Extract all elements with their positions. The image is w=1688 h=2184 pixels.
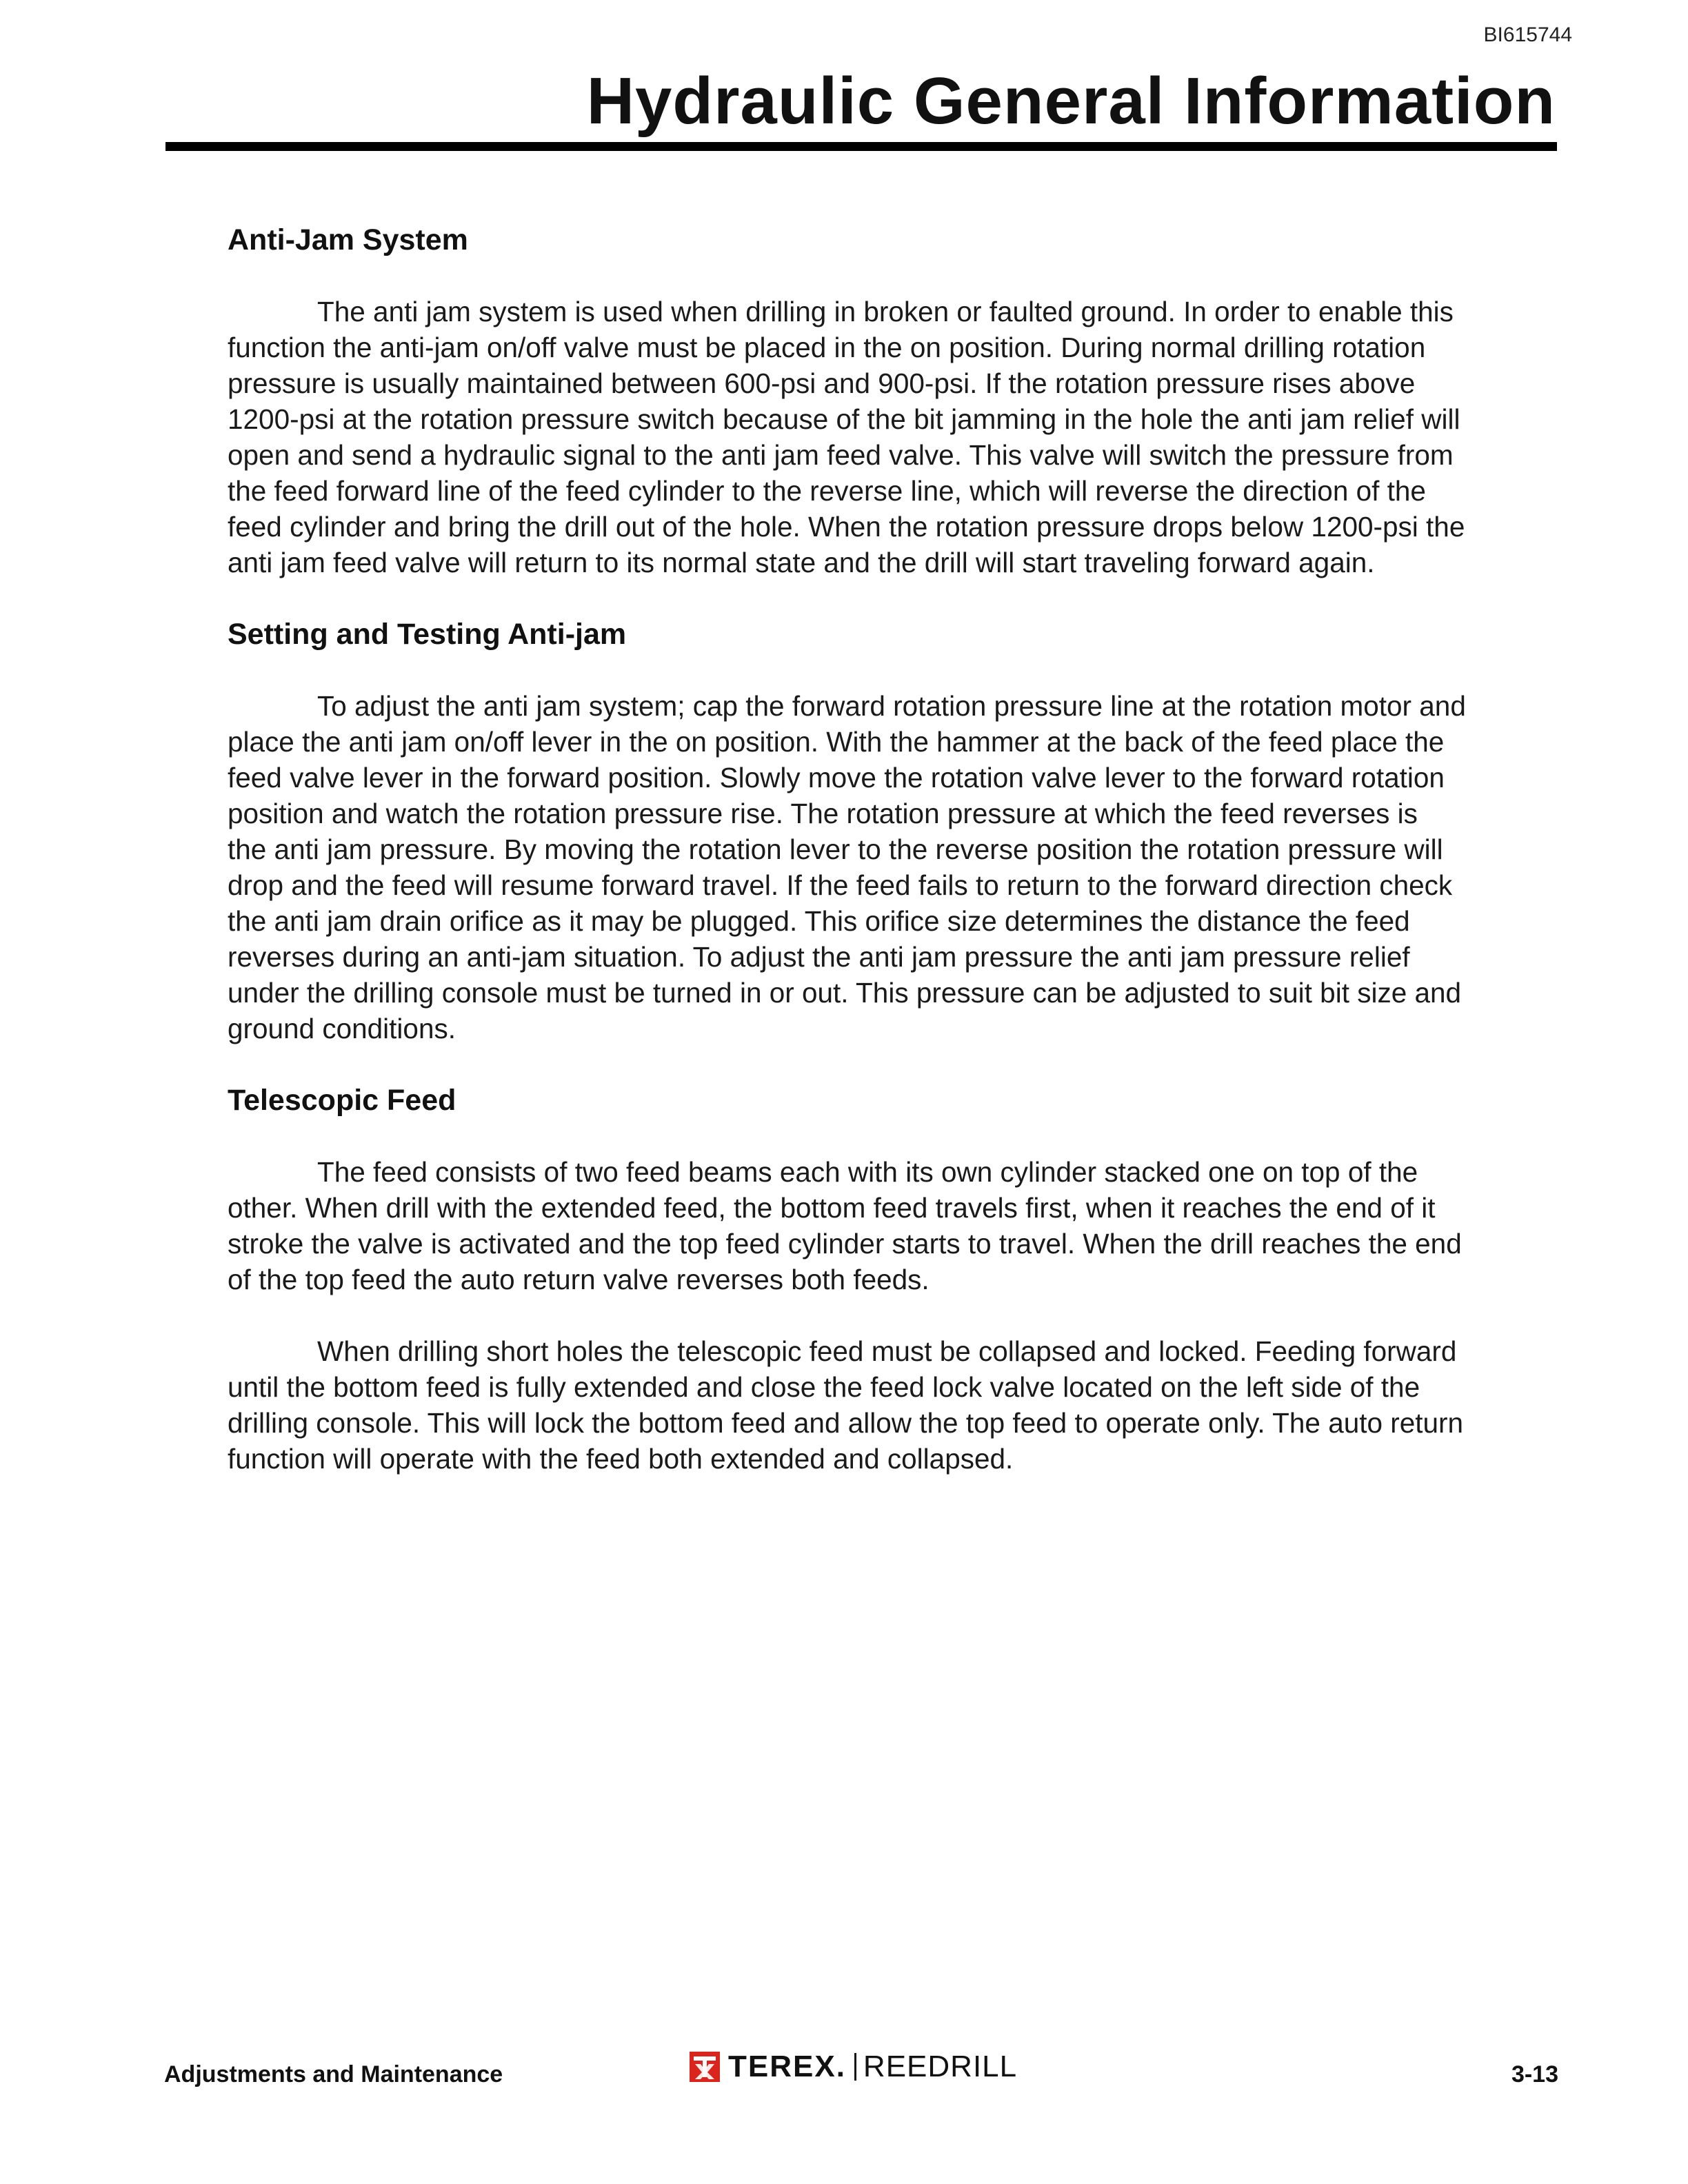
paragraph-telescopic-feed-2: When drilling short holes the telescopic feed must be collapsed and locked. Feeding forward until the bottom feed is fully extended and close the feed lock valve located on the left side of the drilling console. This will lock the bottom feed and allow the top feed to operate only. The auto return function will operate with the feed both extended and collapsed. (228, 1335, 1464, 1475)
page-number: 3-13 (1511, 2061, 1558, 2087)
paragraph-anti-jam-system: The anti jam system is used when drilling in broken or faulted ground. In order to enable this function the anti-jam on/off valve must be placed in the on position. During normal drilling rotation pressure is usually maintained between 600-psi and 900-psi. If the rotation pressure rises above 1200-psi at the rotation pressure switch because of the bit jamming in the hole the anti jam relief will open and send a hydraulic signal to the anti jam feed valve. This valve will switch the pressure from the feed forward line of the feed cylinder to the reverse line, which will reverse the direction of the feed cylinder and bring the drill out of the hole. When the rotation pressure drops below 1200-psi the anti jam feed valve will return to its normal state and the drill will start traveling forward again. (228, 296, 1465, 578)
brand-separator (854, 2053, 856, 2081)
page-title: Hydraulic General Information (586, 64, 1556, 138)
document-id: BI615744 (1483, 23, 1572, 46)
document-body (228, 222, 1560, 1477)
brand-logo (690, 2049, 1017, 2085)
brand-name: TEREX. (728, 2050, 846, 2083)
brand-subname: REEDRILL (863, 2050, 1018, 2083)
footer-section-label: Adjustments and Maintenance (164, 2061, 503, 2087)
paragraph-setting-testing: To adjust the anti jam system; cap the forward rotation pressure line at the rotation motor and place the anti jam on/off lever in the on position. With the hammer at the back of the feed place the feed valve lever in the forward position. Slowly move the rotation valve lever to the forward rotation position and watch the rotation pressure rise. The rotation pressure at which the feed reverses is the anti jam pressure. By moving the rotation lever to the reverse position the rotation pressure will drop and the feed will resume forward travel. If the feed fails to return to the forward direction check the anti jam drain orifice as it may be plugged. This orifice size determines the distance the feed reverses during an anti-jam situation. To adjust the anti jam pressure the anti jam pressure relief under the drilling console must be turned in or out. This pressure can be adjusted to suit bit size and ground conditions. (228, 690, 1466, 1044)
section-heading-telescopic-feed: Telescopic Feed (228, 1084, 456, 1117)
title-rule (165, 142, 1557, 151)
section-heading-anti-jam-system: Anti-Jam System (228, 223, 468, 256)
section-heading-setting-testing: Setting and Testing Anti-jam (228, 618, 627, 651)
paragraph-telescopic-feed-1: The feed consists of two feed beams each with its own cylinder stacked one on top of the other. When drill with the extended feed, the bottom feed travels first, when it reaches the end of it stroke the valve is activated and the top feed cylinder starts to travel. When the drill reaches the end of the top feed the auto return valve reverses both feeds. (228, 1156, 1462, 1295)
terex-logo-icon (690, 2052, 720, 2082)
